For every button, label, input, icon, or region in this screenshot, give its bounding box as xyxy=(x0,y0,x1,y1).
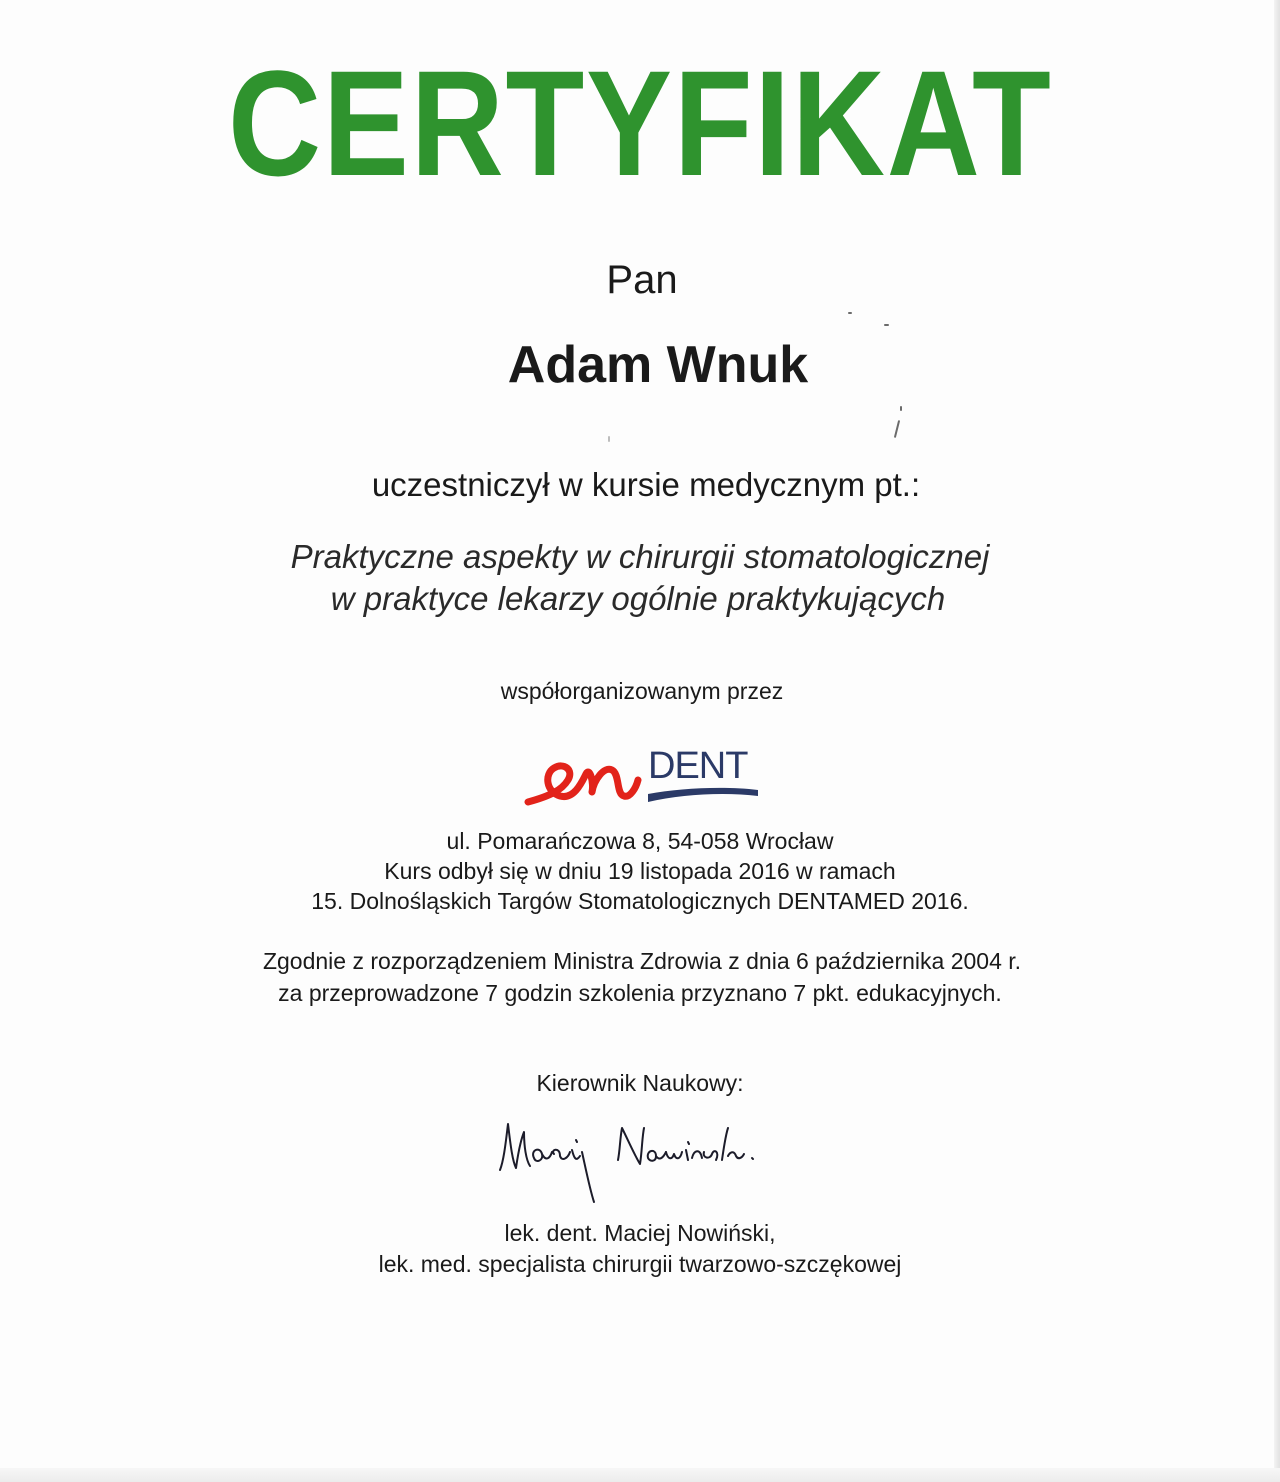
signer-name: lek. dent. Maciej Nowiński, xyxy=(504,1220,776,1246)
logo-ribbon-icon xyxy=(528,766,638,802)
course-title-line-1: Praktyczne aspekty w chirurgii stomatologicznej xyxy=(290,538,990,575)
logo-swoosh-icon xyxy=(648,788,758,802)
endent-logo xyxy=(520,744,770,816)
page-edge-bottom xyxy=(0,1468,1280,1482)
scan-speck xyxy=(894,420,900,438)
page-edge-right xyxy=(1274,0,1280,1482)
scan-speck xyxy=(900,406,902,411)
salutation: Pan xyxy=(606,258,678,302)
scan-speck xyxy=(848,312,852,314)
signer-specialty: lek. med. specjalista chirurgii twarzowo-szczękowej xyxy=(378,1251,902,1277)
recipient-name: Adam Wnuk xyxy=(507,336,809,394)
event-date-line: Kurs odbył się w dniu 19 listopada 2016 w ramach xyxy=(384,858,896,884)
course-title-line-2: w praktyce lekarzy ogólnie praktykujących xyxy=(330,580,946,617)
organizer-address: ul. Pomarańczowa 8, 54-058 Wrocław xyxy=(446,828,834,854)
logo-wordmark: DENT xyxy=(648,745,748,787)
coorganized-by-label: współorganizowanym przez xyxy=(500,678,784,704)
scientific-head-label: Kierownik Naukowy: xyxy=(536,1070,744,1096)
scan-speck xyxy=(608,436,610,442)
handwritten-signature xyxy=(490,1110,790,1210)
regulation-line-2: za przeprowadzone 7 godzin szkolenia przyznano 7 pkt. edukacyjnych. xyxy=(278,980,1002,1006)
scan-speck xyxy=(884,324,889,326)
participation-text: uczestniczył w kursie medycznym pt.: xyxy=(371,466,921,503)
event-name-line: 15. Dolnośląskich Targów Stomatologicznych DENTAMED 2016. xyxy=(311,888,969,914)
certificate-title: CERTYFIKAT xyxy=(227,39,1053,207)
regulation-line-1: Zgodnie z rozporządzeniem Ministra Zdrowia z dnia 6 października 2004 r. xyxy=(262,948,1022,974)
